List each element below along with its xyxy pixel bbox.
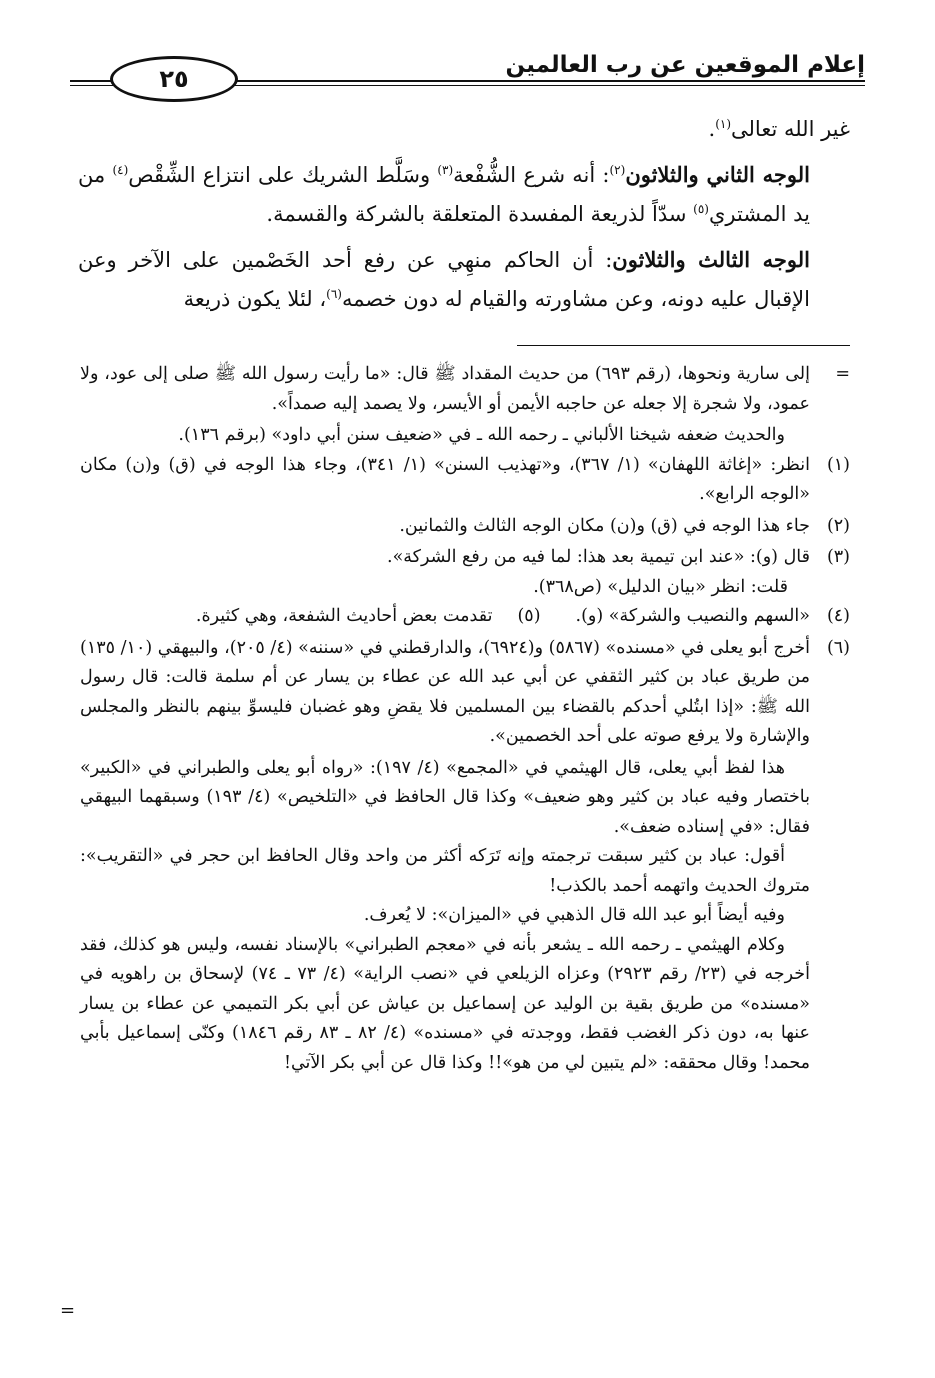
book-title: إعلام الموقعين عن رب العالمين <box>505 52 865 78</box>
footnote-ref-1: (١) <box>715 117 732 131</box>
footnote-ref-3: (٣) <box>437 163 454 177</box>
footnote-3 <box>80 543 850 573</box>
footnote-separator <box>517 345 850 346</box>
footnotes <box>80 360 850 1078</box>
footnote-ref-2: (٢) <box>609 163 626 177</box>
footnote-text: جاء هذا الوجه في (ق) و(ن) مكان الوجه الثالث والثمانين. <box>399 515 810 536</box>
footnote-text: والحديث ضعفه شيخنا الألباني ـ رحمه الله ـ في «ضعيف سنن أبي داود» (برقم ١٣٦). <box>178 425 785 445</box>
footnote-number: (٢) <box>826 515 850 536</box>
text: : أنه شرع الشُّفْعة <box>453 163 610 187</box>
footnote-2 <box>80 512 850 542</box>
footnote-1 <box>80 451 850 510</box>
footnote-text: أقول: عباد بن كثير سبقت ترجمته وإنه تَرَكه أكثر من واحد وقال الحافظ ابن حجر في «التقريب»: متروك الحديث واتهمه أحمد بالكذب! <box>80 846 810 896</box>
footnote-ref-6: (٦) <box>326 287 342 301</box>
footnote-number: (٣) <box>826 547 850 567</box>
paragraph-3 <box>78 240 850 319</box>
footnote-number: (٥) <box>517 606 541 626</box>
footnote-ref-5: (٥) <box>693 202 709 216</box>
footnote-text: أخرج أبو يعلى في «مسنده» (٥٨٦٧) و(٦٩٢٤)، والدارقطني في «سننه» (٤/ ٢٠٥)، والبيهقي (١٠/ ١٣٥) من طريق عباد بن كثير الثقفي عن أبي عبد الله عن عطاء بن يسار عن أم سلمة قالت: قال رسول الله ﷺ: «إذا ابتُلي أحدكم بالقضاء بين المسلمين فلا يقضِ وهو غضبان فليسوِّ بينهم بالنظر والمجلس والإشارة ولا يرفع صوته على أحد الخصمين». <box>80 637 811 746</box>
footnote-text: قال (و): «عند ابن تيمية بعد هذا: لما فيه من رفع الشركة». <box>387 547 810 567</box>
continuation-marker: = <box>60 1300 76 1321</box>
text: وسَلَّط الشريك على انتزاع الشِّقْص <box>128 163 438 187</box>
footnote-ref-4: (٤) <box>112 163 129 177</box>
footnote-text: تقدمت بعض أحاديث الشفعة، وهي كثيرة. <box>195 606 493 626</box>
text: من يد المشتري <box>78 163 810 226</box>
footnote-text: «السهم والنصيب والشركة» (و). <box>575 606 810 626</box>
footnote-continuation <box>80 360 850 419</box>
footnote-text: وكلام الهيثمي ـ رحمه الله ـ يشعر بأنه في «معجم الطبراني» بالإسناد نفسه، وليس هو كذلك، فقد أخرجه في (٢٣/ رقم ٢٩٢٣) وعزاه الزيلعي في «نصب الراية» (٤/ ٧٣ ـ ٧٤) لإسحاق بن راهويه في «مسنده» من طريق بقية بن الوليد عن إسماعيل بن عياش عن أبي بكر التميمي عن عطاء بن يسار عنها به، دون ذكر الغضب فقط، ووجدته في «مسنده» (٤/ ٨٢ ـ ٨٣ رقم ١٨٤٦) وكنّى إسماعيل بأبي محمد! وقال محققه: «لم يتبين لي من هو»!! وكذا قال عن أبي بكر الآتي! <box>80 934 810 1073</box>
footnote-number: (١) <box>826 454 850 475</box>
text: سدّاً لذريعة المفسدة المتعلقة بالشركة والقسمة. <box>266 202 694 226</box>
section-heading: الوجه الثالث والثلاثون <box>612 247 810 272</box>
text: غير الله تعالى <box>731 117 850 141</box>
footnote-text: إلى سارية ونحوها، (رقم ٦٩٣) من حديث المقداد ﷺ قال: «ما رأيت رسول الله ﷺ صلى إلى عود، ولا عمود، ولا شجرة إلا جعله عن حاجبه الأيمن أو الأيسر، ولا يصمد إليه صمداً». <box>80 364 811 414</box>
footnote-text: انظر: «إغاثة اللهفان» (١/ ٣٦٧)، و«تهذيب السنن» (١/ ٣٤١)، وجاء هذا الوجه في (ق) و(ن) مكان «الوجه الرابع». <box>80 454 810 504</box>
main-text <box>78 110 850 319</box>
footnote-6 <box>80 634 850 752</box>
paragraph-2 <box>78 155 850 234</box>
text: : أن الحاكم منهِي عن رفع أحد الخَصْمين على الآخر وعن الإقبال عليه دونه، وعن مشاورته والقيام له دون خصمه <box>78 248 810 311</box>
footnote-text: هذا لفظ أبي يعلى، قال الهيثمي في «المجمع» (٤/ ١٩٧): «رواه أبو يعلى والطبراني في «الكبير» باختصار وفيه عباد بن كثير وهو ضعيف» وكذا قال الحافظ في «التلخيص» (٤/ ١٩٣) وسبقهما البيهقي فقال: «في إسناده ضعف». <box>80 757 810 837</box>
page-header <box>70 48 865 108</box>
footnote-4-5 <box>80 602 850 632</box>
footnote-number: (٤) <box>826 606 850 626</box>
page-number: ٢٥ <box>110 56 238 102</box>
paragraph-1 <box>78 110 850 149</box>
continuation-marker: = <box>835 364 850 384</box>
text: ، لئلا يكون ذريعة <box>183 287 327 311</box>
footnote-number: (٦) <box>826 637 850 658</box>
footnote-text: قلت: انظر «بيان الدليل» (ص٣٦٨). <box>533 576 788 597</box>
text: . <box>708 117 716 141</box>
footnote-text: وفيه أيضاً أبو عبد الله قال الذهبي في «الميزان»: لا يُعرف. <box>363 905 785 925</box>
section-heading: الوجه الثاني والثلاثون <box>625 162 810 187</box>
